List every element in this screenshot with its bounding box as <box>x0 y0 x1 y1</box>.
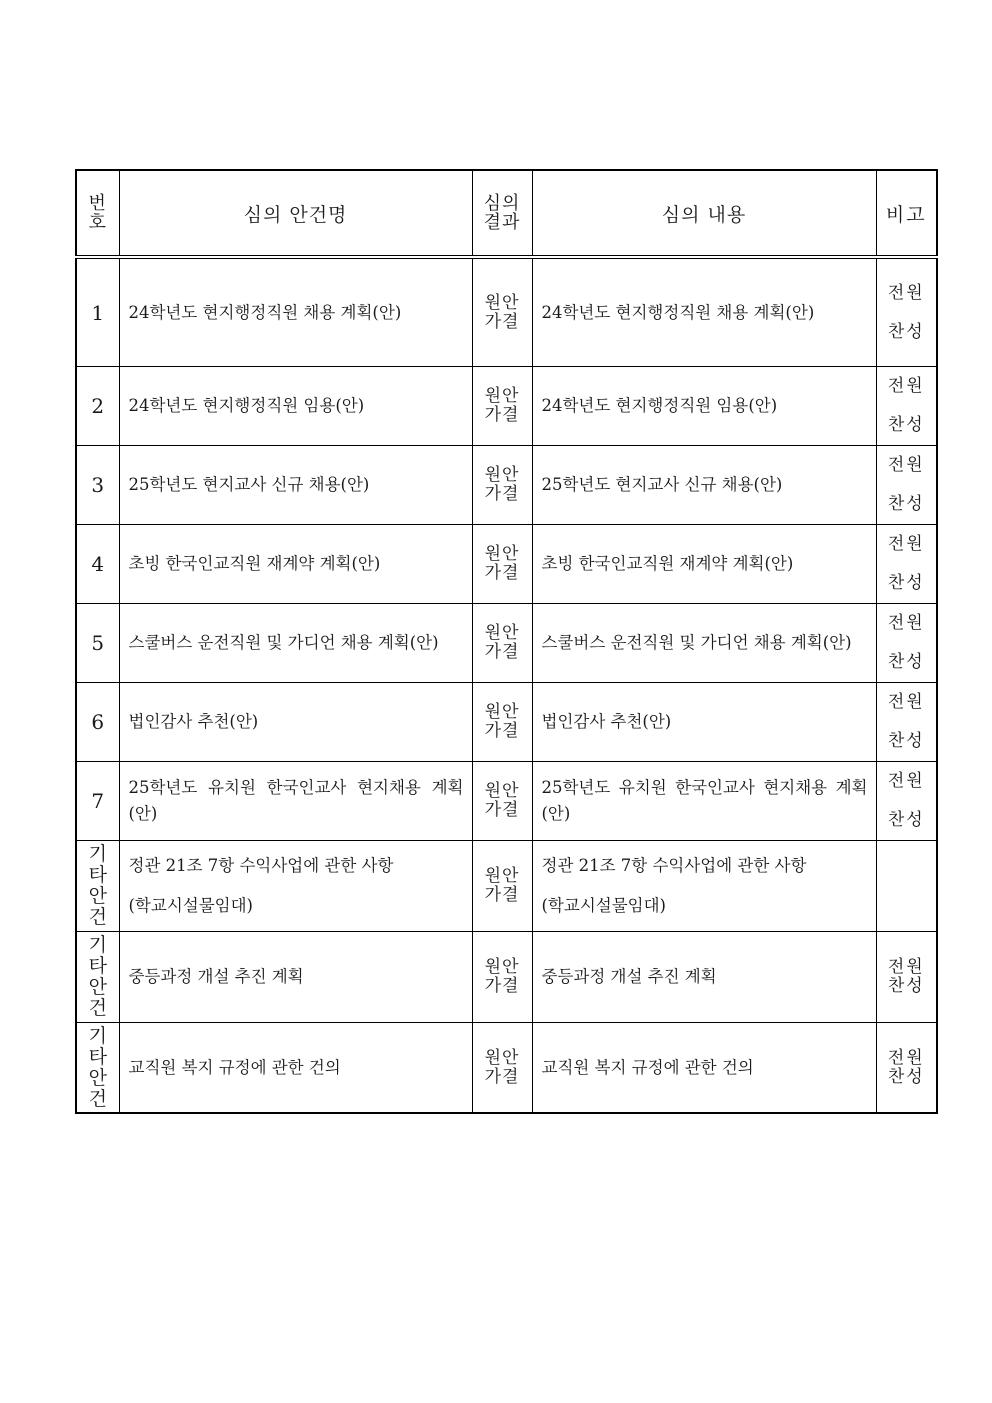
agenda-title-line-2: (학교시설물임대) <box>128 896 253 915</box>
result-line-2: 가결 <box>484 642 520 662</box>
result-line-2: 가결 <box>484 484 520 504</box>
note-line-1: 전원 <box>887 957 925 977</box>
note <box>876 446 937 525</box>
note-line-1: 전원 <box>887 282 925 303</box>
vertical-char: 안 <box>88 885 107 907</box>
row-number: 5 <box>76 604 119 683</box>
result-line-1: 원안 <box>484 866 520 886</box>
deliberation-content <box>532 841 876 932</box>
header-result <box>472 170 532 257</box>
agenda-title: 중등과정 개설 추진 계획 <box>119 932 472 1023</box>
row-number: 1 <box>76 257 119 367</box>
result-line-1: 원안 <box>484 386 520 406</box>
note <box>876 762 937 841</box>
result-line-1: 원안 <box>484 544 520 564</box>
table-row-other-agenda <box>76 1023 937 1114</box>
deliberation-result <box>472 762 532 841</box>
vertical-char: 건 <box>88 906 107 928</box>
table-row <box>76 446 937 525</box>
note <box>876 1023 937 1114</box>
vertical-char: 기 <box>88 934 107 956</box>
agenda-title <box>119 841 472 932</box>
table-row <box>76 367 937 446</box>
vertical-char: 타 <box>88 1045 107 1068</box>
deliberation-result <box>472 257 532 367</box>
header-number-line-1: 번 <box>88 192 107 214</box>
note-line-2: 찬성 <box>887 321 925 342</box>
row-number-other-agenda <box>76 1023 119 1114</box>
note-line-2: 찬성 <box>887 494 925 514</box>
note-line-1: 전원 <box>887 692 925 712</box>
vertical-char: 건 <box>88 997 107 1019</box>
result-line-2: 가결 <box>484 976 520 996</box>
note <box>876 932 937 1023</box>
agenda-title: 교직원 복지 규정에 관한 건의 <box>119 1023 472 1114</box>
agenda-title: 초빙 한국인교직원 재계약 계획(안) <box>119 525 472 604</box>
note-line-2: 찬성 <box>887 976 925 996</box>
note-line-1: 전원 <box>887 376 925 396</box>
note-line-1: 전원 <box>887 455 925 475</box>
agenda-title: 스쿨버스 운전직원 및 가디언 채용 계획(안) <box>119 604 472 683</box>
note-line-1: 전원 <box>887 771 925 791</box>
result-line-1: 원안 <box>484 292 520 313</box>
table-row-other-agenda <box>76 932 937 1023</box>
table-row <box>76 257 937 367</box>
table-row <box>76 604 937 683</box>
deliberation-result <box>472 525 532 604</box>
note-line-2: 찬성 <box>887 573 925 593</box>
result-line-2: 가결 <box>484 1066 520 1087</box>
header-result-line-1: 심의 <box>483 192 521 214</box>
row-number: 3 <box>76 446 119 525</box>
vertical-char: 안 <box>88 1066 107 1089</box>
vertical-char: 기 <box>88 1024 107 1047</box>
header-content: 심의 내용 <box>532 170 876 257</box>
vertical-char: 기 <box>88 843 107 865</box>
deliberation-content: 교직원 복지 규정에 관한 건의 <box>532 1023 876 1114</box>
result-line-1: 원안 <box>484 781 520 801</box>
deliberation-content: 초빙 한국인교직원 재계약 계획(안) <box>532 525 876 604</box>
note-line-2: 찬성 <box>887 810 925 830</box>
note-line-1: 전원 <box>887 1047 925 1068</box>
vertical-char: 건 <box>88 1087 107 1110</box>
deliberation-result <box>472 604 532 683</box>
note-line-2: 찬성 <box>887 1066 925 1087</box>
note-line-2: 찬성 <box>887 415 925 435</box>
note <box>876 525 937 604</box>
note <box>876 257 937 367</box>
result-line-2: 가결 <box>484 800 520 820</box>
deliberation-result <box>472 446 532 525</box>
table-row <box>76 683 937 762</box>
table-row <box>76 525 937 604</box>
note-line-2: 찬성 <box>887 652 925 672</box>
result-line-1: 원안 <box>484 1047 520 1068</box>
agenda-title: 24학년도 현지행정직원 임용(안) <box>119 367 472 446</box>
note-empty <box>876 841 937 932</box>
result-line-2: 가결 <box>484 885 520 905</box>
table-row <box>76 762 937 841</box>
row-number: 6 <box>76 683 119 762</box>
row-number-other-agenda <box>76 841 119 932</box>
row-number-other-agenda <box>76 932 119 1023</box>
result-line-2: 가결 <box>484 311 520 332</box>
vertical-char: 타 <box>88 955 107 977</box>
content-line-2: (학교시설물임대) <box>541 896 666 915</box>
deliberation-result <box>472 932 532 1023</box>
result-line-2: 가결 <box>484 563 520 583</box>
row-number: 2 <box>76 367 119 446</box>
deliberation-result <box>472 367 532 446</box>
deliberation-result <box>472 1023 532 1114</box>
row-number: 7 <box>76 762 119 841</box>
deliberation-result <box>472 841 532 932</box>
result-line-1: 원안 <box>484 623 520 643</box>
note <box>876 683 937 762</box>
agenda-title: 25학년도 유치원 한국인교사 현지채용 계획(안) <box>119 762 472 841</box>
agenda-title: 법인감사 추천(안) <box>119 683 472 762</box>
header-result-line-2: 결과 <box>483 211 521 233</box>
deliberation-content: 스쿨버스 운전직원 및 가디언 채용 계획(안) <box>532 604 876 683</box>
header-note: 비고 <box>876 170 937 257</box>
result-line-1: 원안 <box>484 702 520 722</box>
note <box>876 367 937 446</box>
header-number-line-2: 호 <box>88 211 107 233</box>
row-number: 4 <box>76 525 119 604</box>
result-line-2: 가결 <box>484 721 520 741</box>
deliberation-content: 25학년도 현지교사 신규 채용(안) <box>532 446 876 525</box>
note-line-1: 전원 <box>887 613 925 633</box>
deliberation-results-table <box>75 169 938 1114</box>
agenda-title: 24학년도 현지행정직원 채용 계획(안) <box>119 257 472 367</box>
table-header-row <box>76 170 937 257</box>
agenda-title: 25학년도 현지교사 신규 채용(안) <box>119 446 472 525</box>
vertical-char: 안 <box>88 976 107 998</box>
agenda-title-line-1: 정관 21조 7항 수익사업에 관한 사항 <box>128 856 394 875</box>
result-line-1: 원안 <box>484 465 520 485</box>
header-number <box>76 170 119 257</box>
deliberation-content: 24학년도 현지행정직원 임용(안) <box>532 367 876 446</box>
note-line-2: 찬성 <box>887 731 925 751</box>
result-line-1: 원안 <box>484 957 520 977</box>
header-agenda-title: 심의 안건명 <box>119 170 472 257</box>
deliberation-result <box>472 683 532 762</box>
vertical-char: 타 <box>88 864 107 886</box>
deliberation-content: 25학년도 유치원 한국인교사 현지채용 계획(안) <box>532 762 876 841</box>
table-row-other-agenda <box>76 841 937 932</box>
deliberation-content: 중등과정 개설 추진 계획 <box>532 932 876 1023</box>
deliberation-content: 24학년도 현지행정직원 채용 계획(안) <box>532 257 876 367</box>
result-line-2: 가결 <box>484 405 520 425</box>
note <box>876 604 937 683</box>
content-line-1: 정관 21조 7항 수익사업에 관한 사항 <box>541 856 807 875</box>
note-line-1: 전원 <box>887 534 925 554</box>
deliberation-content: 법인감사 추천(안) <box>532 683 876 762</box>
